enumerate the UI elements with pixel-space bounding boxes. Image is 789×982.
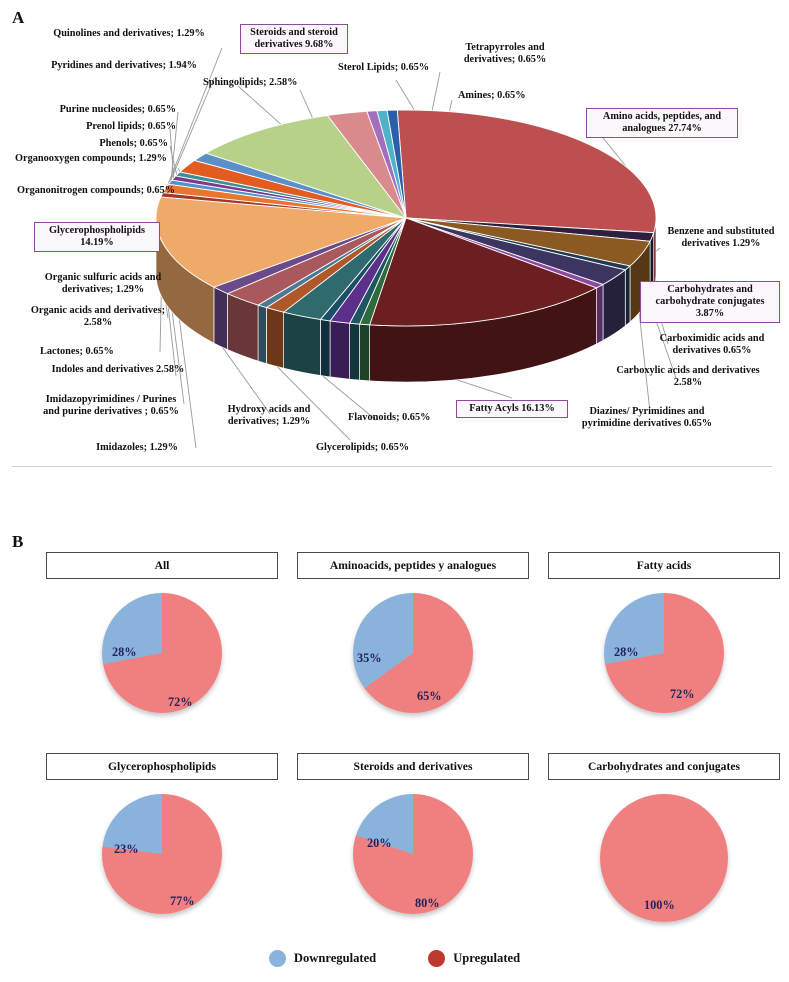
pie-value-label: 72%: [168, 695, 193, 709]
pie-graphic: [353, 794, 473, 914]
pie-glycerophospholipids: [46, 794, 278, 934]
label-carboxylic-acids: Carboxylic acids and derivatives 2.58%: [616, 365, 760, 389]
pie-title-steroids: Steroids and derivatives: [297, 753, 529, 780]
pie-slice-side: [597, 284, 603, 343]
label-imidazopyrimidines: Imidazopyrimidines / Purines and purine derivatives ; 0.65%: [43, 394, 179, 418]
label-steroids: Steroids and steroid derivatives 9.68%: [240, 24, 348, 54]
pie-title-all: All: [46, 552, 278, 579]
pie-cell-carbohydrates: [548, 753, 780, 934]
label-glycerolipids: Glycerolipids; 0.65%: [316, 442, 410, 453]
legend-label-upregulated: Upregulated: [453, 951, 521, 965]
label-diazines: Diazines/ Pyrimidines and pyrimidine derivatives 0.65%: [581, 406, 713, 430]
pie-value-label: 77%: [170, 894, 195, 908]
label-fatty-acyls: Fatty Acyls 16.13%: [456, 400, 568, 418]
pie-cell-fatty-acids: [548, 552, 780, 733]
legend: [0, 950, 789, 967]
pie-aminoacids: [297, 593, 529, 733]
pie-value-label: 28%: [614, 645, 639, 659]
pie-fatty-acids: [548, 593, 780, 733]
leader-line: [449, 100, 452, 112]
label-quinolines: Quinolines and derivatives; 1.29%: [53, 28, 205, 39]
pie-value-label: 100%: [644, 898, 675, 912]
pie-slice-side: [350, 323, 360, 380]
pie-value-label: 20%: [367, 836, 392, 850]
label-phenols: Phenols; 0.65%: [99, 138, 168, 149]
pie-steroids: [297, 794, 529, 934]
pie-slice-side: [266, 308, 283, 369]
pie-value-label: 72%: [670, 687, 695, 701]
label-carbohydrates: Carbohydrates and carbohydrate conjugates 3.87%: [640, 281, 780, 323]
pie-value-label: 35%: [357, 651, 382, 665]
pie-value-label: 23%: [114, 842, 139, 856]
pie-title-carbohydrates: Carbohydrates and conjugates: [548, 753, 780, 780]
label-pyridines: Pyridines and derivatives; 1.94%: [51, 60, 197, 71]
label-organonitrogen: Organonitrogen compounds; 0.65%: [17, 185, 175, 196]
legend-swatch-upregulated: [428, 950, 445, 967]
leader-line: [238, 86, 282, 125]
label-organic-acids: Organic acids and derivatives; 2.58%: [30, 305, 166, 329]
leader-line: [300, 90, 313, 118]
pie-slice-side: [320, 319, 330, 376]
label-prenol-lipids: Prenol lipids; 0.65%: [86, 121, 176, 132]
label-indoles: Indoles and derivatives 2.58%: [51, 364, 185, 375]
panel-a-letter: A: [12, 8, 25, 27]
label-organooxygen: Organooxygen compounds; 1.29%: [15, 153, 167, 164]
pie-value-label: 28%: [112, 645, 137, 659]
label-benzene: Benzene and substituted derivatives 1.29%: [667, 226, 775, 250]
pie-slice-side: [330, 321, 350, 379]
pie-slice-side: [258, 305, 266, 364]
panel-a-divider: [12, 466, 772, 467]
label-carboximidic-acids: Carboximidic acids and derivatives 0.65%: [659, 333, 765, 357]
pie-cell-steroids: [297, 753, 529, 934]
panel-b: [0, 520, 789, 982]
label-imidazoles: Imidazoles; 1.29%: [96, 442, 178, 453]
pie-slice-side: [625, 266, 630, 326]
label-sterol-lipids: Sterol Lipids; 0.65%: [338, 62, 430, 73]
label-purine-nucleosides: Purine nucleosides; 0.65%: [59, 104, 176, 115]
label-flavonoids: Flavonoids; 0.65%: [348, 412, 431, 423]
pie-title-fatty-acids: Fatty acids: [548, 552, 780, 579]
legend-item-downregulated: [269, 950, 376, 967]
pie-title-glycerophospholipids: Glycerophospholipids: [46, 753, 278, 780]
pie-all: [46, 593, 278, 733]
leader-line: [396, 80, 415, 111]
pie-slice-side: [360, 324, 370, 381]
leader-line: [432, 72, 440, 111]
pie-value-label: 80%: [415, 896, 440, 910]
legend-label-downregulated: Downregulated: [293, 951, 377, 965]
label-tetrapyrroles: Tetrapyrroles and derivatives; 0.65%: [463, 42, 547, 66]
label-glycerophospholipids: Glycerophospholipids 14.19%: [34, 222, 160, 252]
label-lactones: Lactones; 0.65%: [40, 346, 114, 357]
label-organic-sulfuric-acids: Organic sulfuric acids and derivatives; 1.29%: [44, 272, 162, 296]
pie-slice-side: [214, 287, 228, 349]
pie-slice-side: [284, 312, 321, 375]
label-sphingolipids: Sphingolipids; 2.58%: [203, 77, 298, 88]
pie-cell-aminoacids: [297, 552, 529, 733]
panel-b-letter: B: [12, 532, 24, 551]
label-hydroxy-acids: Hydroxy acids and derivatives; 1.29%: [227, 404, 311, 428]
label-amino-acids: Amino acids, peptides, and analogues 27.74%: [586, 108, 738, 138]
legend-swatch-downregulated: [269, 950, 286, 967]
label-amines: Amines; 0.65%: [458, 90, 526, 101]
pie-cell-glycerophospholipids: [46, 753, 278, 934]
pie-title-aminoacids: Aminoacids, peptides y analogues: [297, 552, 529, 579]
pie-cell-all: [46, 552, 278, 733]
panel-a: [0, 0, 789, 480]
pie-carbohydrates: [548, 794, 780, 934]
legend-item-upregulated: [428, 950, 520, 967]
pie-value-label: 65%: [417, 689, 442, 703]
